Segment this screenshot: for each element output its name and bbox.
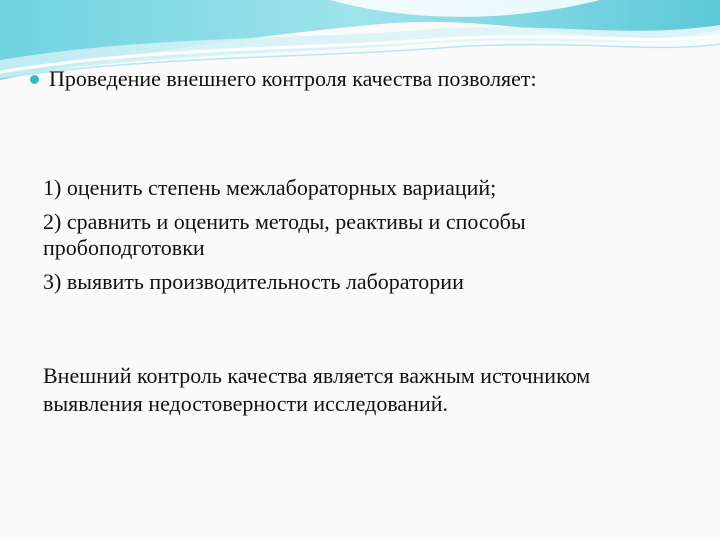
items-list [43, 175, 683, 303]
list-item: 2) сравнить и оценить методы, реактивы и способы пробоподготовки [43, 209, 526, 260]
conclusion-note: Внешний контроль качества является важным источником выявления недостоверности исследований. [43, 363, 591, 416]
list-item: 1) оценить степень межлабораторных вариаций; [43, 175, 497, 200]
heading-row [30, 66, 690, 92]
bullet-dot-icon [30, 75, 39, 84]
header-wave-decoration [0, 0, 720, 110]
slide-heading: Проведение внешнего контроля качества позволяет: [49, 66, 537, 91]
list-item: 3) выявить производительность лаборатории [43, 269, 464, 294]
